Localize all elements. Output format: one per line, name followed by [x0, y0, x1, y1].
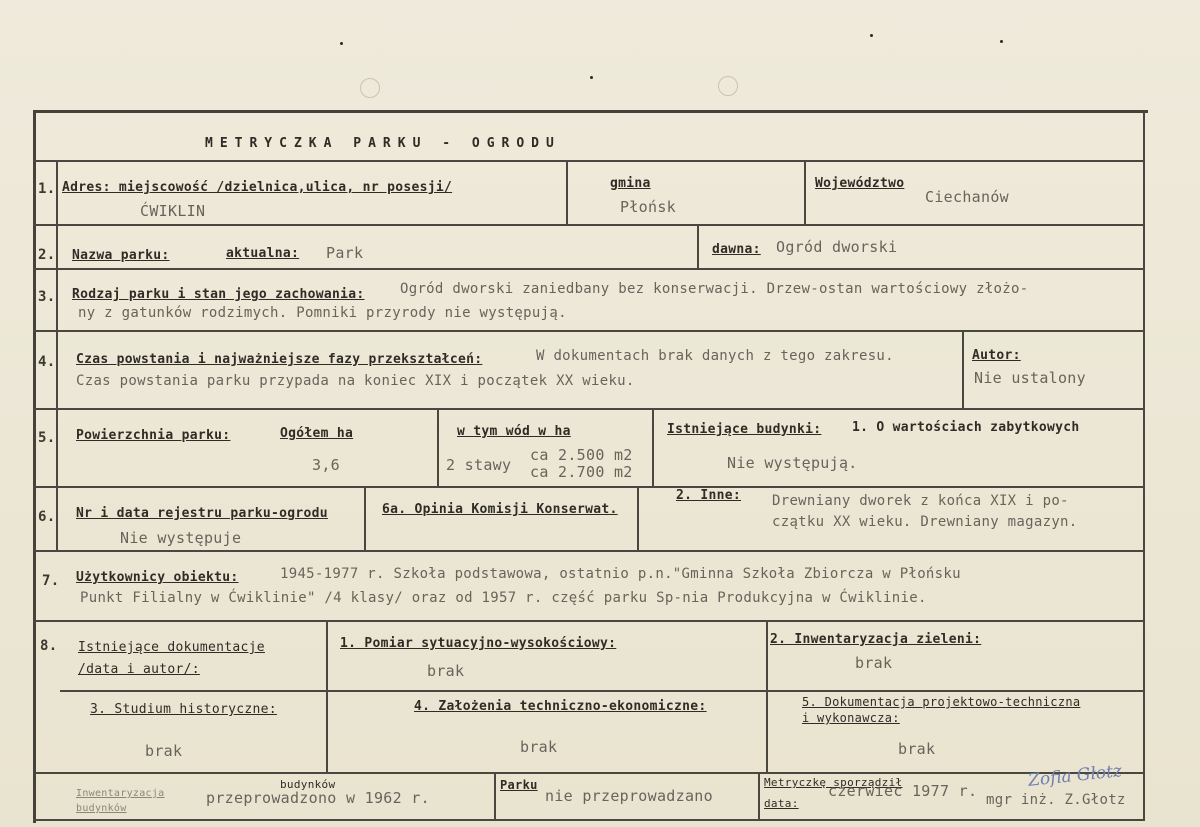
rule — [364, 486, 366, 550]
register-value: Nie występuje — [120, 529, 242, 547]
rule — [1143, 110, 1145, 821]
water-area-label: w tym wód w ha — [457, 424, 571, 439]
prepared-by-value: mgr inż. Z.Głotz — [986, 792, 1126, 808]
rule — [33, 772, 1145, 774]
rule — [60, 690, 1145, 692]
row-number: 3. — [38, 289, 56, 305]
park-name-label: Nazwa parku: — [72, 248, 170, 263]
rule — [962, 330, 964, 408]
address-label: Adres: miejscowość /dzielnica,ulica, nr posesji/ — [62, 180, 453, 195]
rule — [437, 408, 439, 486]
other-buildings-label: 2. Inne: — [676, 488, 742, 503]
row-number: 5. — [38, 430, 56, 446]
inventory-label: Inwentaryzacja — [76, 788, 165, 799]
technical-assumptions-value: brak — [520, 738, 558, 756]
punch-hole — [718, 76, 738, 96]
rule — [637, 486, 639, 550]
rule — [33, 819, 1145, 821]
handwritten-signature: Zofia Głotz — [1027, 761, 1123, 791]
pond-1-value: ca 2.500 m2 — [530, 446, 633, 464]
project-docs-value: brak — [898, 740, 936, 758]
rule — [804, 160, 806, 224]
other-buildings-line-2: czątku XX wieku. Drewniany magazyn. — [772, 514, 1078, 530]
row-number: 2. — [38, 247, 56, 263]
voivodeship-value: Ciechanów — [925, 188, 1009, 206]
park-inventory-value: nie przeprowadzano — [545, 787, 713, 805]
rule — [33, 224, 1145, 226]
rule — [33, 268, 1145, 270]
rule — [652, 408, 654, 486]
former-name-label: dawna: — [712, 242, 761, 257]
historical-study-label: 3. Studium historyczne: — [90, 702, 277, 717]
rule — [56, 160, 58, 550]
historical-study-value: brak — [145, 742, 183, 760]
row-number: 1. — [38, 181, 56, 197]
park-type-line-2: ny z gatunków rodzimych. Pomniki przyrody nie występują. — [78, 305, 567, 321]
prepared-by-label: Metryczkę sporządził — [764, 776, 903, 789]
buildings-inventory-value: przeprowadzono w 1962 r. — [206, 789, 430, 807]
row-number: 6. — [38, 509, 56, 525]
documentation-label-line-2: /data i autor/: — [78, 662, 200, 677]
greenery-inventory-label: 2. Inwentaryzacja zieleni: — [770, 632, 982, 647]
speck — [1000, 40, 1003, 43]
register-label: Nr i data rejestru parku-ogrodu — [76, 506, 328, 521]
users-label: Użytkownicy obiektu: — [76, 570, 239, 585]
rule — [326, 620, 328, 772]
address-value: ĆWIKLIN — [140, 202, 206, 220]
speck — [870, 34, 873, 37]
row-number: 8. — [40, 638, 58, 654]
total-area-label: Ogółem ha — [280, 426, 354, 441]
speck — [340, 42, 343, 45]
date-value: czerwiec 1977 r. — [828, 782, 978, 800]
rule — [33, 620, 1145, 622]
users-line-1: 1945-1977 r. Szkoła podstawowa, ostatnio p.n."Gminna Szkoła Zbiorcza w Płońsku — [280, 566, 961, 582]
total-area-value: 3,6 — [312, 456, 340, 474]
former-name-value: Ogród dworski — [776, 238, 898, 256]
gmina-label: gmina — [610, 176, 651, 191]
speck — [590, 76, 593, 79]
current-name-value: Park — [326, 244, 364, 262]
rule — [33, 160, 1145, 162]
park-type-label: Rodzaj parku i stan jego zachowania: — [72, 287, 365, 302]
park-type-line-1: Ogród dworski zaniedbany bez konserwacji. Drzew-ostan wartościowy złożo- — [400, 281, 1029, 297]
origin-line-2: Czas powstania parku przypada na koniec XIX i początek XX wieku. — [76, 373, 635, 389]
users-line-2: Punkt Filialny w Ćwiklinie" /4 klasy/ oraz od 1957 r. część parku Sp-nia Produkcyjna w Ćwiklinie. — [80, 590, 927, 606]
origin-label: Czas powstania i najważniejsze fazy przekształceń: — [76, 352, 483, 367]
greenery-inventory-value: brak — [855, 654, 893, 672]
technical-assumptions-label: 4. Założenia techniczno-ekonomiczne: — [414, 699, 707, 714]
row-number: 4. — [38, 354, 56, 370]
punch-hole — [360, 78, 380, 98]
area-label: Powierzchnia parku: — [76, 428, 231, 443]
row-number: 7. — [42, 573, 60, 589]
origin-line-1: W dokumentach brak danych z tego zakresu. — [536, 348, 894, 364]
rule — [33, 486, 1145, 488]
buildings-inventory-caption: budynków — [280, 778, 336, 791]
rule — [758, 772, 760, 821]
rule — [697, 224, 699, 268]
project-docs-label-line-1: 5. Dokumentacja projektowo-techniczna — [802, 695, 1081, 709]
voivodeship-label: Województwo — [815, 176, 905, 191]
rule — [33, 550, 1145, 552]
pond-2-value: ca 2.700 m2 — [530, 463, 633, 481]
rule — [33, 408, 1145, 410]
rule — [566, 160, 568, 224]
rule — [33, 330, 1145, 332]
author-label: Autor: — [972, 348, 1021, 363]
park-inventory-label: Parku — [500, 778, 538, 792]
gmina-value: Płońsk — [620, 198, 676, 216]
rule — [494, 772, 496, 821]
monument-buildings-label: 1. O wartościach zabytkowych — [852, 420, 1080, 435]
other-buildings-line-1: Drewniany dworek z końca XIX i po- — [772, 493, 1069, 509]
author-value: Nie ustalony — [974, 369, 1086, 387]
survey-value: brak — [427, 662, 465, 680]
ponds-value: 2 stawy — [446, 456, 512, 474]
survey-label: 1. Pomiar sytuacyjno-wysokościowy: — [340, 636, 617, 651]
conservation-opinion-label: 6a. Opinia Komisji Konserwat. — [382, 502, 618, 517]
rule — [766, 620, 768, 772]
form-title: METRYCZKA PARKU - OGRODU — [205, 136, 561, 151]
buildings-label: Istniejące budynki: — [667, 422, 822, 437]
monument-buildings-value: Nie występują. — [727, 454, 858, 472]
project-docs-label-line-2: i wykonawcza: — [802, 711, 900, 725]
inventory-label-2: budynków — [76, 803, 127, 814]
date-label: data: — [764, 797, 799, 810]
documentation-label-line-1: Istniejące dokumentacje — [78, 640, 265, 655]
current-name-label: aktualna: — [226, 246, 300, 261]
